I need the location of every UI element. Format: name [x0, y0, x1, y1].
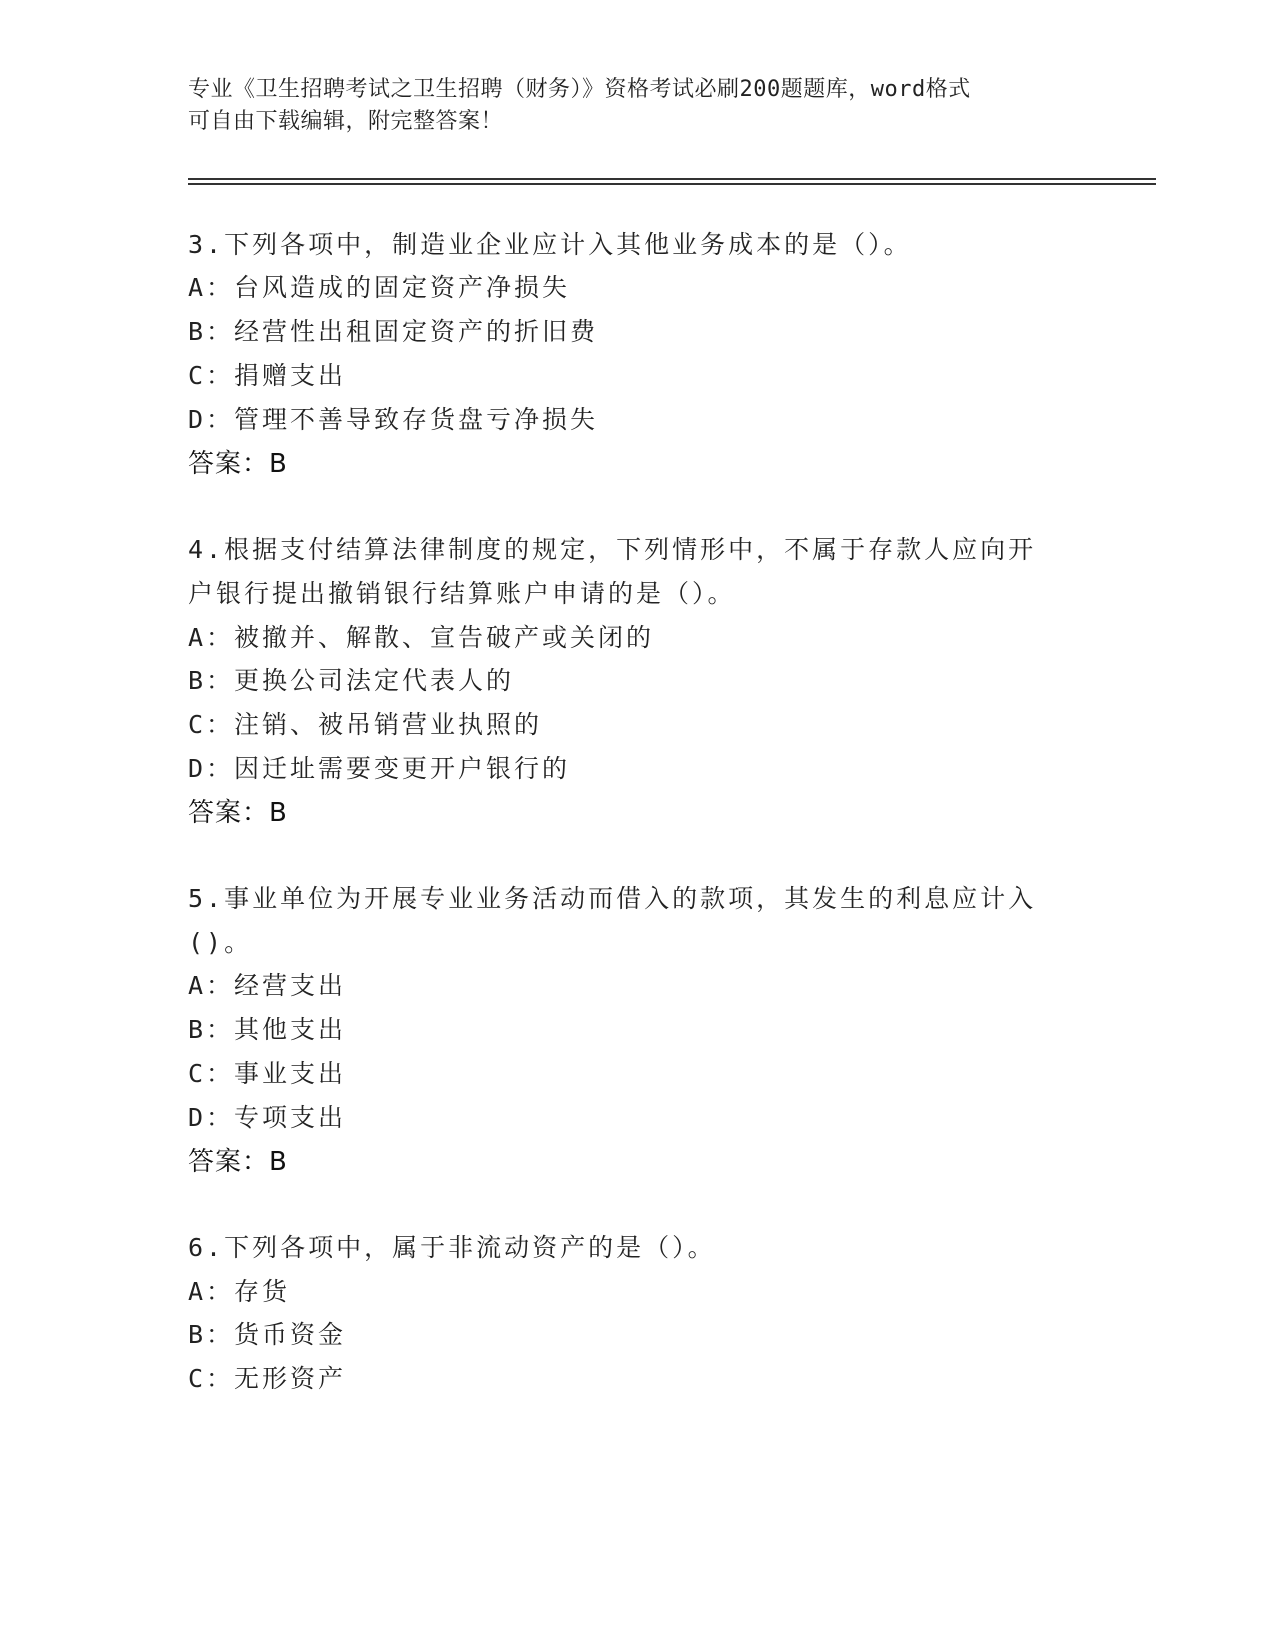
question-6-option-c: C：无形资产	[188, 1364, 347, 1393]
question-4-stem-line-1: 4.根据支付结算法律制度的规定，下列情形中，不属于存款人应向开	[188, 535, 1037, 564]
question-4-option-a: A：被撤并、解散、宣告破产或关闭的	[188, 623, 655, 652]
question-5-option-d: D：专项支出	[188, 1103, 347, 1132]
question-5-answer: 答案：B	[188, 1147, 288, 1177]
document-header	[188, 74, 1068, 138]
question-5-option-c: C：事业支出	[188, 1059, 347, 1088]
header-line-2: 可自由下载编辑，附完整答案！	[188, 109, 504, 134]
question-3-option-a: A：台风造成的固定资产净损失	[188, 273, 571, 302]
question-4-option-d: D：因迁址需要变更开户银行的	[188, 754, 571, 783]
question-5-stem-line-1: 5.事业单位为开展专业业务活动而借入的款项，其发生的利息应计入	[188, 884, 1037, 913]
question-3-option-c: C：捐赠支出	[188, 361, 347, 390]
question-5-stem-line-2: ()。	[188, 928, 253, 957]
question-4-answer: 答案：B	[188, 798, 288, 828]
question-3-option-b: B：经营性出租固定资产的折旧费	[188, 317, 599, 346]
question-3-answer: 答案：B	[188, 449, 288, 479]
question-6-stem: 6.下列各项中，属于非流动资产的是（）。	[188, 1233, 716, 1262]
question-3-option-d: D：管理不善导致存货盘亏净损失	[188, 405, 599, 434]
question-6-option-a: A：存货	[188, 1277, 291, 1306]
question-4-option-b: B：更换公司法定代表人的	[188, 666, 515, 695]
question-5-option-b: B：其他支出	[188, 1015, 347, 1044]
question-3-stem: 3.下列各项中，制造业企业应计入其他业务成本的是（）。	[188, 230, 912, 259]
question-6-option-b: B：货币资金	[188, 1320, 347, 1349]
question-5-option-a: A：经营支出	[188, 971, 347, 1000]
question-4-option-c: C：注销、被吊销营业执照的	[188, 710, 543, 739]
header-divider-bottom	[188, 183, 1156, 185]
question-4-stem-line-2: 户银行提出撤销银行结算账户申请的是（）。	[188, 579, 736, 608]
header-divider-top	[188, 178, 1156, 180]
header-line-1: 专业《卫生招聘考试之卫生招聘（财务）》资格考试必刷200题题库，word格式	[188, 77, 971, 102]
